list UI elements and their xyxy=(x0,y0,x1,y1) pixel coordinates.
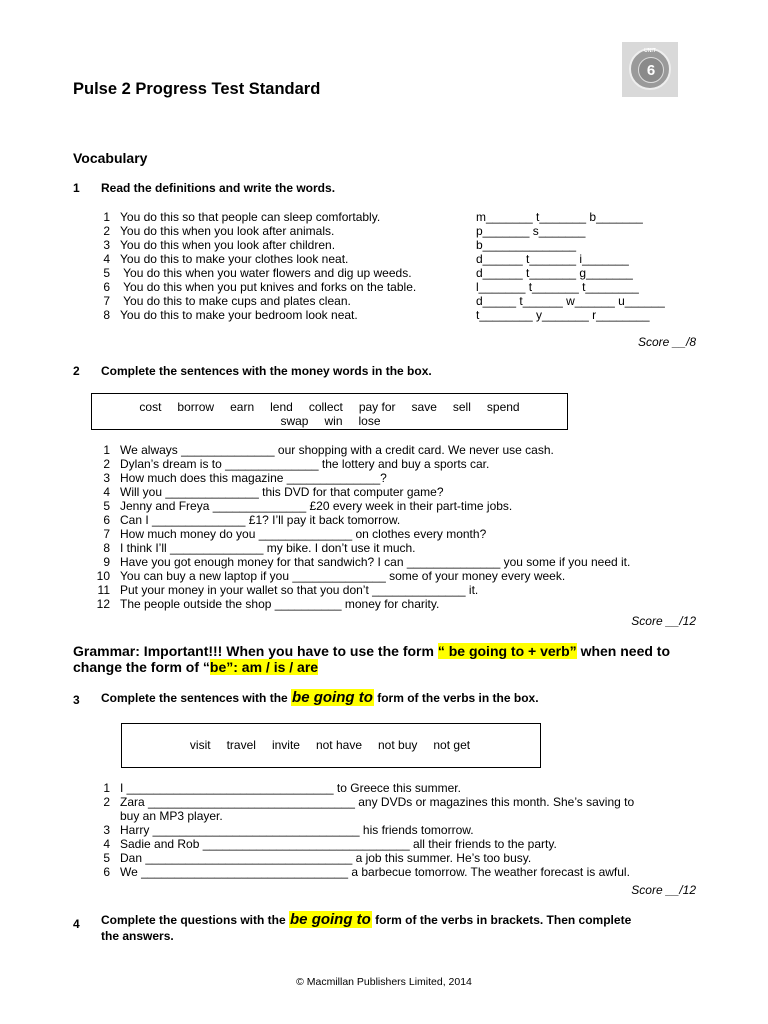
q4-instruction: Complete the questions with the be going to form of the verbs in brackets. Then complete the answers. xyxy=(101,911,632,943)
list-item: 12 The people outside the shop __________ money for charity. xyxy=(96,597,440,611)
word-box-row xyxy=(94,414,567,428)
list-item: 6 We _______________________________ a barbecue tomorrow. The weather forecast is awful. xyxy=(103,865,630,879)
list-item: 11 Put your money in your wallet so that you don’t ______________ it. xyxy=(97,583,479,597)
list-item: 7 How much money do you ______________ on clothes every month? xyxy=(103,527,487,541)
answer-blank[interactable]: d______ t_______ g_______ xyxy=(476,266,633,280)
box-word: borrow xyxy=(177,400,215,414)
highlight-be-forms: be”: am / is / are xyxy=(209,659,319,675)
box-word: cost xyxy=(139,400,162,414)
box-word: lose xyxy=(358,414,381,428)
q3-number: 3 xyxy=(73,693,80,707)
box-word: not get xyxy=(433,738,471,752)
list-item: 3 You do this when you look after children. xyxy=(103,238,336,252)
highlight-be-going-to: be going to xyxy=(292,689,373,706)
box-word: swap xyxy=(280,414,309,428)
list-item: 6 You do this when you put knives and forks on the table. xyxy=(103,280,417,294)
q2-instruction: Complete the sentences with the money words in the box. xyxy=(101,364,432,378)
word-box-row xyxy=(120,738,540,752)
unit-badge-ring xyxy=(629,48,671,90)
q2-word-box xyxy=(91,393,568,430)
list-item: 2 Zara _______________________________ any DVDs or magazines this month. She’s saving to xyxy=(103,795,635,809)
q3-instruction: Complete the sentences with the be going to form of the verbs in the box. xyxy=(101,689,539,706)
list-item: 4 Will you ______________ this DVD for that computer game? xyxy=(103,485,444,499)
box-word: invite xyxy=(271,738,300,752)
box-word: not have xyxy=(315,738,362,752)
q1-definitions-list xyxy=(92,210,416,322)
highlight-be-going-to-verb: “ be going to + verb” xyxy=(437,643,577,659)
answer-blank[interactable]: t________ y_______ r________ xyxy=(476,308,650,322)
box-word: pay for xyxy=(358,400,396,414)
list-item: 5 You do this when you water flowers and dig up weeds. xyxy=(103,266,412,280)
q1-answer-blanks xyxy=(476,210,665,322)
q2-sentences-list xyxy=(92,443,630,611)
box-word: visit xyxy=(189,738,211,752)
q3-word-box xyxy=(121,723,541,768)
list-item: 3 Harry _______________________________ his friends tomorrow. xyxy=(103,823,474,837)
box-word: not buy xyxy=(378,738,418,752)
vocabulary-heading: Vocabulary xyxy=(73,150,148,166)
q2-score: Score __/12 xyxy=(631,614,696,628)
unit-badge xyxy=(622,42,678,97)
answer-blank[interactable]: p_______ s_______ xyxy=(476,224,586,238)
answer-blank[interactable]: b______________ xyxy=(476,238,577,252)
list-item: 1 We always ______________ our shopping with a credit card. We never use cash. xyxy=(103,443,554,457)
list-item: 1 You do this so that people can sleep comfortably. xyxy=(103,210,381,224)
list-item: 3 How much does this magazine ______________? xyxy=(103,471,387,485)
unit-badge-label: UNIT xyxy=(644,48,656,54)
list-item: 10 You can buy a new laptop if you ______________ some of your money every week. xyxy=(96,569,566,583)
answer-blank[interactable]: d_____ t______ w______ u______ xyxy=(476,294,665,308)
list-item: 5 Jenny and Freya ______________ £20 every week in their part-time jobs. xyxy=(103,499,513,513)
list-item: 4 Sadie and Rob _______________________________ all their friends to the party. xyxy=(103,837,557,851)
q3-score: Score __/12 xyxy=(631,883,696,897)
q1-instruction: Read the definitions and write the words. xyxy=(101,181,336,195)
grammar-heading: Grammar: Important!!! When you have to use the form “ be going to + verb” when need to change the form of “be”: am / is / are xyxy=(73,643,671,675)
box-word: collect xyxy=(308,400,343,414)
unit-badge-number: 6 xyxy=(638,57,664,83)
answer-blank[interactable]: d______ t_______ i_______ xyxy=(476,252,629,266)
list-item: 6 Can I ______________ £1? I’ll pay it back tomorrow. xyxy=(103,513,401,527)
copyright-footer: © Macmillan Publishers Limited, 2014 xyxy=(296,976,472,988)
q4-number: 4 xyxy=(73,917,80,931)
q1-number: 1 xyxy=(73,181,80,195)
box-word: lend xyxy=(270,400,293,414)
box-word: travel xyxy=(226,738,256,752)
q3-sentences-list xyxy=(92,781,634,879)
box-word: save xyxy=(411,400,437,414)
word-box-row xyxy=(92,400,567,414)
page-title: Pulse 2 Progress Test Standard xyxy=(73,80,321,98)
list-item: 8 I think I’ll ______________ my bike. I don’t use it much. xyxy=(103,541,416,555)
q2-number: 2 xyxy=(73,364,80,378)
list-item: 2 Dylan’s dream is to ______________ the lottery and buy a sports car. xyxy=(103,457,490,471)
answer-blank[interactable]: l_______ t_______ t________ xyxy=(476,280,639,294)
box-word: sell xyxy=(452,400,471,414)
list-item: buy an MP3 player. xyxy=(120,809,223,823)
list-item: 9 Have you got enough money for that sandwich? I can ______________ you some if you need it. xyxy=(103,555,631,569)
answer-blank[interactable]: m_______ t_______ b_______ xyxy=(476,210,643,224)
list-item: 5 Dan _______________________________ a job this summer. He’s too busy. xyxy=(103,851,532,865)
q1-score: Score __/8 xyxy=(637,335,696,349)
list-item: 7 You do this to make cups and plates clean. xyxy=(103,294,351,308)
list-item: 2 You do this when you look after animals. xyxy=(103,224,335,238)
highlight-be-going-to: be going to xyxy=(290,911,371,928)
list-item: 1 I _______________________________ to Greece this summer. xyxy=(103,781,461,795)
box-word: earn xyxy=(230,400,255,414)
list-item: 8 You do this to make your bedroom look neat. xyxy=(103,308,358,322)
box-word: win xyxy=(324,414,343,428)
box-word: spend xyxy=(486,400,520,414)
list-item: 4 You do this to make your clothes look neat. xyxy=(103,252,349,266)
